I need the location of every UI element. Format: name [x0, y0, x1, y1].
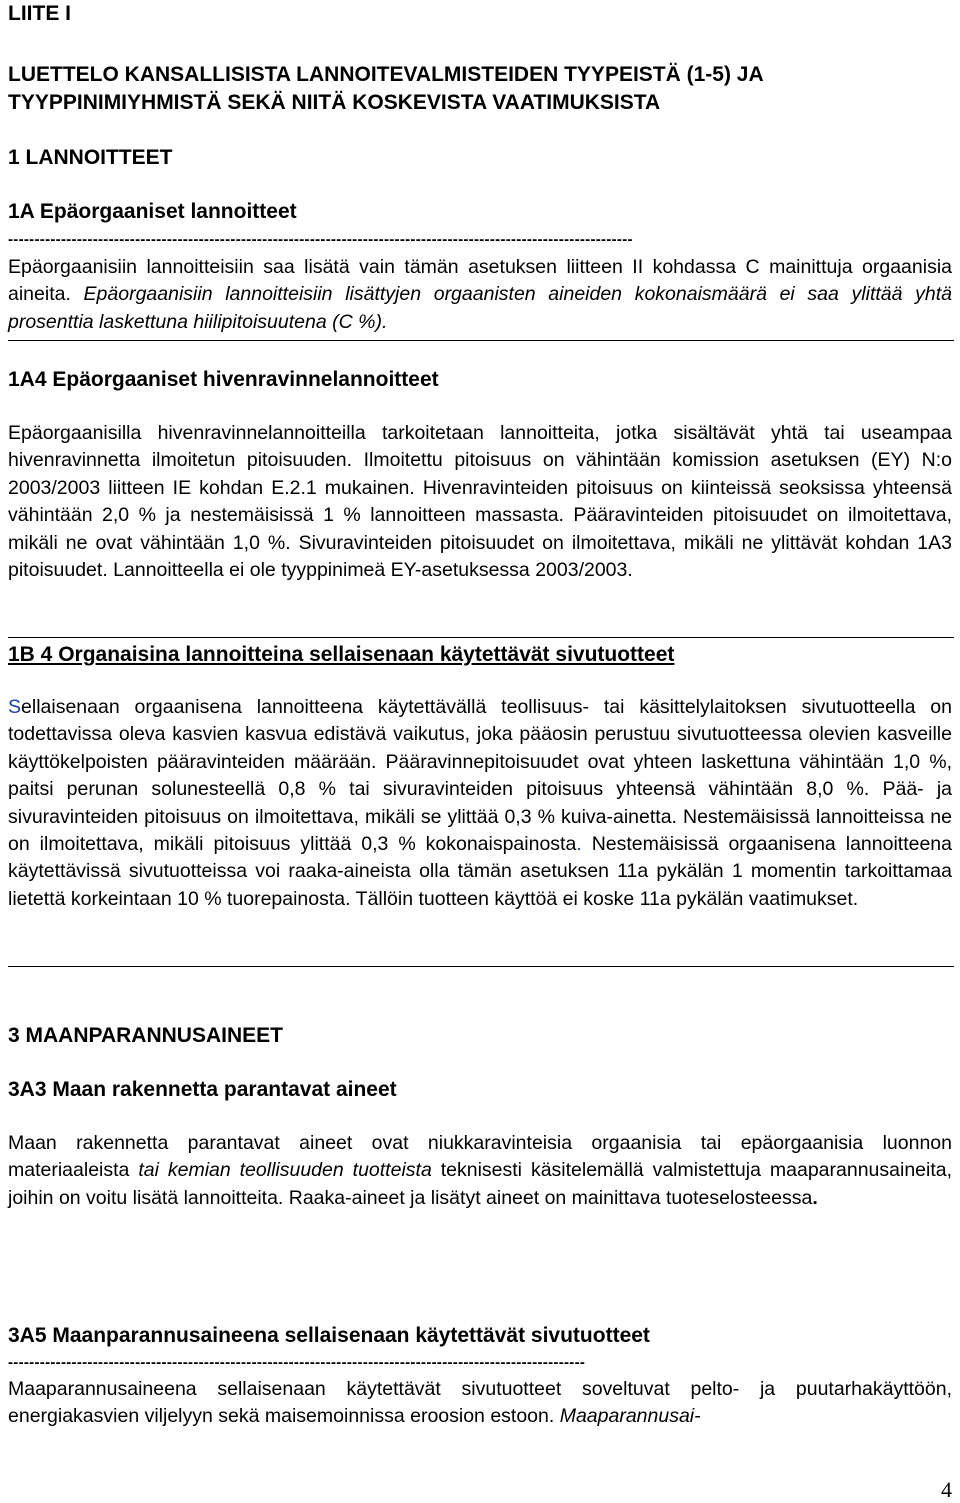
section-3a3-text	[8, 1130, 952, 1212]
section-3a3-text-1: Maan rakennetta parantavat aineet ovat niukkaravinteisia orgaanisia tai epäorgaanisia luonnon materiaaleista	[8, 1132, 952, 1182]
section-1a-text-italic: Epäorgaanisiin lannoitteisiin lisättyjen orgaanisten aineiden kokonaismäärä ei saa ylittää yhtä prosenttia laskettuna hiilipitoisuutena (C %).	[8, 283, 952, 333]
section-3a3-text-3: teknisesti käsitelemällä valmistettuja maaparannusaineita, joihin on voitu lisätä lannoitteita. Raaka-aineet ja lisätyt aineet on mainittava tuoteselosteessa	[8, 1159, 953, 1209]
section-3a5-heading: 3A5 Maanparannusaineena sellaisenaan käytettävät sivutuotteet	[8, 1324, 650, 1347]
horizontal-rule	[8, 340, 954, 341]
section-3a3-heading: 3A3 Maan rakennetta parantavat aineet	[8, 1078, 397, 1101]
document-title	[8, 61, 952, 117]
section-1b4-text-a: ellaisenaan orgaanisena lannoitteena käytettävällä teollisuus- tai käsittelylaitoksen sivutuotteella on todettavissa oleva kasvien kasvua edistävä vaikutus, joka pääosin perustuu sivutuotteessa olevien kasveille käyttökelpoisten pääravinteiden määrään. Pääravinnepitoisuudet ovat yhteen laskettuna vähintään 1,0 %, paitsi perunan solunesteellä 0,8 % tai sivuravinteiden pitoisuus yhteensä vähintään 8,0 %. Pää- ja sivuravinteiden pitoisuus on ilmoitettava, mikäli se ylittää 0,3 % kuiva-ainetta. Nestemäisissä lannoitteissa ne on ilmoitettava, mikäli pitoisuus ylittää 0,3 % kokonaispainosta	[8, 696, 952, 856]
section-1a-text	[8, 254, 952, 336]
section-1a4-heading: 1A4 Epäorgaaniset hivenravinnelannoitteet	[8, 368, 439, 391]
section-1b4-blue-period: .	[576, 833, 582, 856]
section-1-heading: 1 LANNOITTEET	[8, 146, 173, 169]
section-1a-text-normal: Epäorgaanisiin lannoitteisiin saa lisätä vain tämän asetuksen liitteen II kohdassa C mainittuja orgaanisia aineita.	[8, 256, 952, 306]
dash-separator: ----------------------------------------------------------------------------------------------------------------------	[8, 232, 633, 248]
section-1b4-text	[8, 694, 952, 913]
section-3-heading: 3 MAANPARANNUSAINEET	[8, 1024, 283, 1047]
section-3a5-text-1: Maaparannusaineena sellaisenaan käytettävät sivutuotteet soveltuvat pelto- ja puutarhakäyttöön, energiakasvien viljelyyn sekä maisemoinnissa eroosion estoon.	[8, 1378, 952, 1428]
section-3a5-text	[8, 1376, 952, 1431]
section-1a4-text: Epäorgaanisilla hivenravinnelannoitteilla tarkoitetaan lannoitteita, jotka sisältävät yhtä tai useampaa hivenravinnetta ilmoitetun pitoisuuden. Ilmoitettu pitoisuus on vähintään komission asetuksen (EY) N:o 2003/2003 liitteen IE kohdan E.2.1 mukainen. Hivenravinteiden pitoisuus on kiinteissä seoksissa yhteensä vähintään 2,0 % ja nestemäisissä 1 % lannoitteen massasta. Pääravinteiden pitoisuudet on ilmoitettava, mikäli ne ovat vähintään 1,0 %. Sivuravinteiden pitoisuudet on ilmoitettava, mikäli ne ylittävät kohdan 1A3 pitoisuudet. Lannoitteella ei ole tyyppinimeä EY-asetuksessa 2003/2003.	[8, 422, 952, 582]
section-1b4-text-b: Nestemäisissä orgaanisena lannoitteena käytettävissä sivutuotteissa voi raaka-aineista olla tämän asetuksen 11a pykälän 1 momentin tarkoittamaa lietettä korkeintaan 10 % tuorepainosta. Tällöin tuotteen käyttöä ei koske 11a pykälän vaatimukset.	[8, 833, 952, 910]
section-1b4-first-letter: S	[8, 696, 22, 718]
section-1b4-heading: 1B 4 Organaisina lannoitteina sellaisenaan käytettävät sivutuotteet	[8, 643, 675, 666]
title-line-2: TYYPPINIMIYHMISTÄ SEKÄ NIITÄ KOSKEVISTA VAATIMUKSISTA	[8, 91, 661, 114]
dash-separator: -------------------------------------------------------------------------------------------------------------	[8, 1355, 586, 1371]
horizontal-rule	[8, 637, 954, 638]
appendix-label: LIITE I	[8, 2, 71, 25]
page-number: 4	[941, 1477, 952, 1502]
section-3a3-text-italic: tai kemian teollisuuden tuotteista	[138, 1159, 432, 1182]
title-line-1: LUETTELO KANSALLISISTA LANNOITEVALMISTEIDEN TYYPEISTÄ (1-5) JA	[8, 63, 764, 86]
horizontal-rule	[8, 966, 954, 967]
section-1a-heading: 1A Epäorgaaniset lannoitteet	[8, 200, 297, 223]
section-3a5-text-italic: Maaparannusai-	[559, 1405, 701, 1428]
section-3a3-bold-period: .	[812, 1186, 818, 1209]
